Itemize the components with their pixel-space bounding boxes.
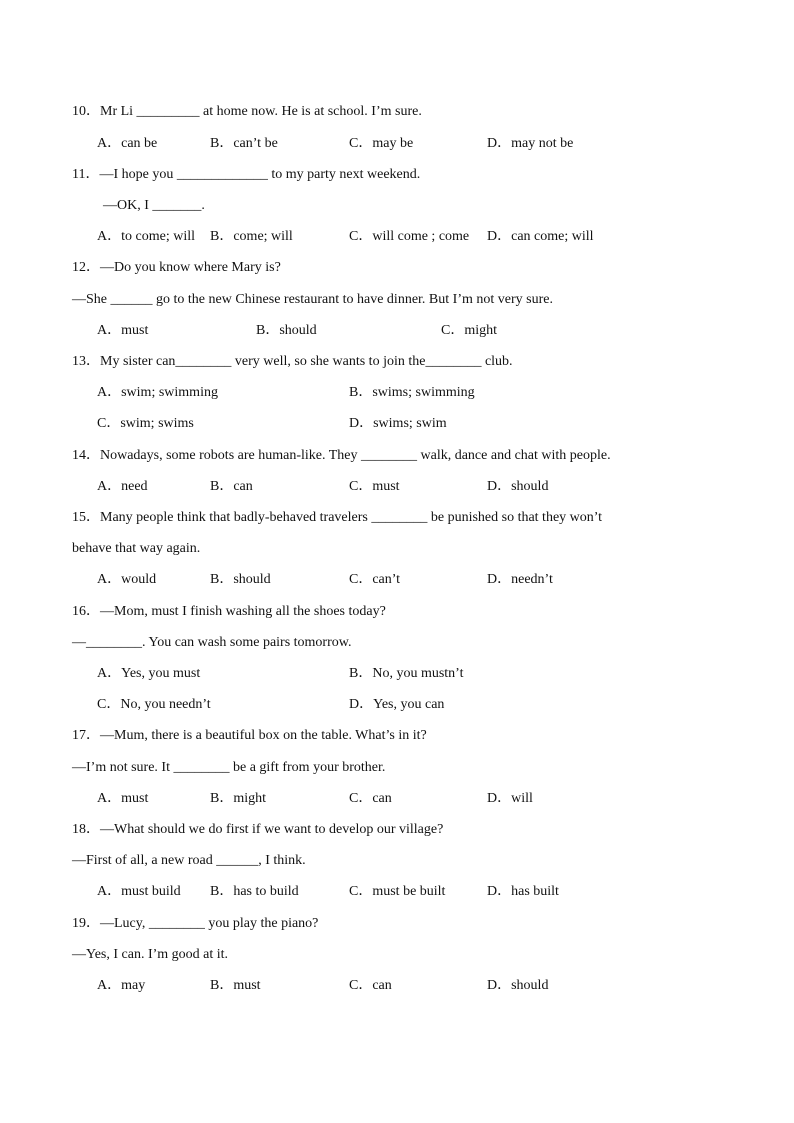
question-17-option-d[interactable]: D．will bbox=[487, 791, 533, 806]
question-12-option-c[interactable]: C．might bbox=[441, 323, 498, 338]
question-13-option-a[interactable]: A．swim; swimming bbox=[97, 385, 218, 400]
question-19-option-a[interactable]: A．may bbox=[97, 978, 146, 993]
question-15-option-a[interactable]: A．would bbox=[97, 572, 157, 587]
question-17-text: 17．—Mum, there is a beautiful box on the table. What’s in it? bbox=[72, 728, 427, 743]
question-15-text: 15．Many people think that badly-behaved travelers ________ be punished so that they won’t bbox=[72, 510, 603, 525]
question-14-option-a[interactable]: A．need bbox=[97, 479, 148, 494]
question-18-text: 18．—What should we do first if we want to develop our village? bbox=[72, 822, 444, 837]
question-17-option-a[interactable]: A．must bbox=[97, 791, 149, 806]
question-15-option-b[interactable]: B．should bbox=[210, 572, 271, 587]
question-19-option-b[interactable]: B．must bbox=[210, 978, 261, 993]
question-10-option-d[interactable]: D．may not be bbox=[487, 136, 574, 151]
question-14-option-b[interactable]: B．can bbox=[210, 479, 253, 494]
question-15-option-c[interactable]: C．can’t bbox=[349, 572, 401, 587]
question-13-option-d[interactable]: D．swims; swim bbox=[349, 416, 447, 431]
question-13-option-c[interactable]: C．swim; swims bbox=[97, 416, 194, 431]
question-16-option-c[interactable]: C．No, you needn’t bbox=[97, 697, 211, 712]
question-15-text-continued: behave that way again. bbox=[72, 541, 201, 556]
question-10-text: 10．Mr Li _________ at home now. He is at school. I’m sure. bbox=[72, 104, 422, 119]
question-19-text: 19．—Lucy, ________ you play the piano? bbox=[72, 916, 319, 931]
question-13-option-b[interactable]: B．swims; swimming bbox=[349, 385, 475, 400]
question-11-option-b[interactable]: B．come; will bbox=[210, 229, 293, 244]
question-18-option-d[interactable]: D．has built bbox=[487, 884, 559, 899]
question-10-option-a[interactable]: A．can be bbox=[97, 136, 158, 151]
question-18-option-b[interactable]: B．has to build bbox=[210, 884, 299, 899]
question-11-response: —OK, I _______. bbox=[103, 198, 205, 213]
question-10-option-c[interactable]: C．may be bbox=[349, 136, 414, 151]
question-12-text: 12．—Do you know where Mary is? bbox=[72, 260, 281, 275]
question-14-option-d[interactable]: D．should bbox=[487, 479, 549, 494]
question-11-option-d[interactable]: D．can come; will bbox=[487, 229, 594, 244]
question-10-option-b[interactable]: B．can’t be bbox=[210, 136, 278, 151]
question-16-text: 16．—Mom, must I finish washing all the shoes today? bbox=[72, 604, 386, 619]
question-19-option-d[interactable]: D．should bbox=[487, 978, 549, 993]
question-18-option-c[interactable]: C．must be built bbox=[349, 884, 446, 899]
question-19-option-c[interactable]: C．can bbox=[349, 978, 392, 993]
question-16-response: —________. You can wash some pairs tomorrow. bbox=[72, 635, 352, 650]
question-16-option-b[interactable]: B．No, you mustn’t bbox=[349, 666, 464, 681]
question-11-option-c[interactable]: C．will come ; come bbox=[349, 229, 470, 244]
question-12-response: —She ______ go to the new Chinese restaurant to have dinner. But I’m not very sure. bbox=[72, 292, 553, 307]
question-14-option-c[interactable]: C．must bbox=[349, 479, 400, 494]
question-15-option-d[interactable]: D．needn’t bbox=[487, 572, 553, 587]
question-17-option-b[interactable]: B．might bbox=[210, 791, 267, 806]
question-18-response: —First of all, a new road ______, I think. bbox=[72, 853, 306, 868]
question-18-option-a[interactable]: A．must build bbox=[97, 884, 181, 899]
question-14-text: 14．Nowadays, some robots are human-like. They ________ walk, dance and chat with people. bbox=[72, 448, 611, 463]
question-17-response: —I’m not sure. It ________ be a gift from your brother. bbox=[72, 760, 386, 775]
question-12-option-a[interactable]: A．must bbox=[97, 323, 149, 338]
question-19-response: —Yes, I can. I’m good at it. bbox=[72, 947, 229, 962]
question-11-text: 11．—I hope you _____________ to my party next weekend. bbox=[72, 167, 421, 182]
question-16-option-d[interactable]: D．Yes, you can bbox=[349, 697, 445, 712]
question-12-option-b[interactable]: B．should bbox=[256, 323, 317, 338]
question-16-option-a[interactable]: A．Yes, you must bbox=[97, 666, 201, 681]
question-13-text: 13．My sister can________ very well, so she wants to join the________ club. bbox=[72, 354, 513, 369]
question-17-option-c[interactable]: C．can bbox=[349, 791, 392, 806]
question-11-option-a[interactable]: A．to come; will bbox=[97, 229, 195, 244]
